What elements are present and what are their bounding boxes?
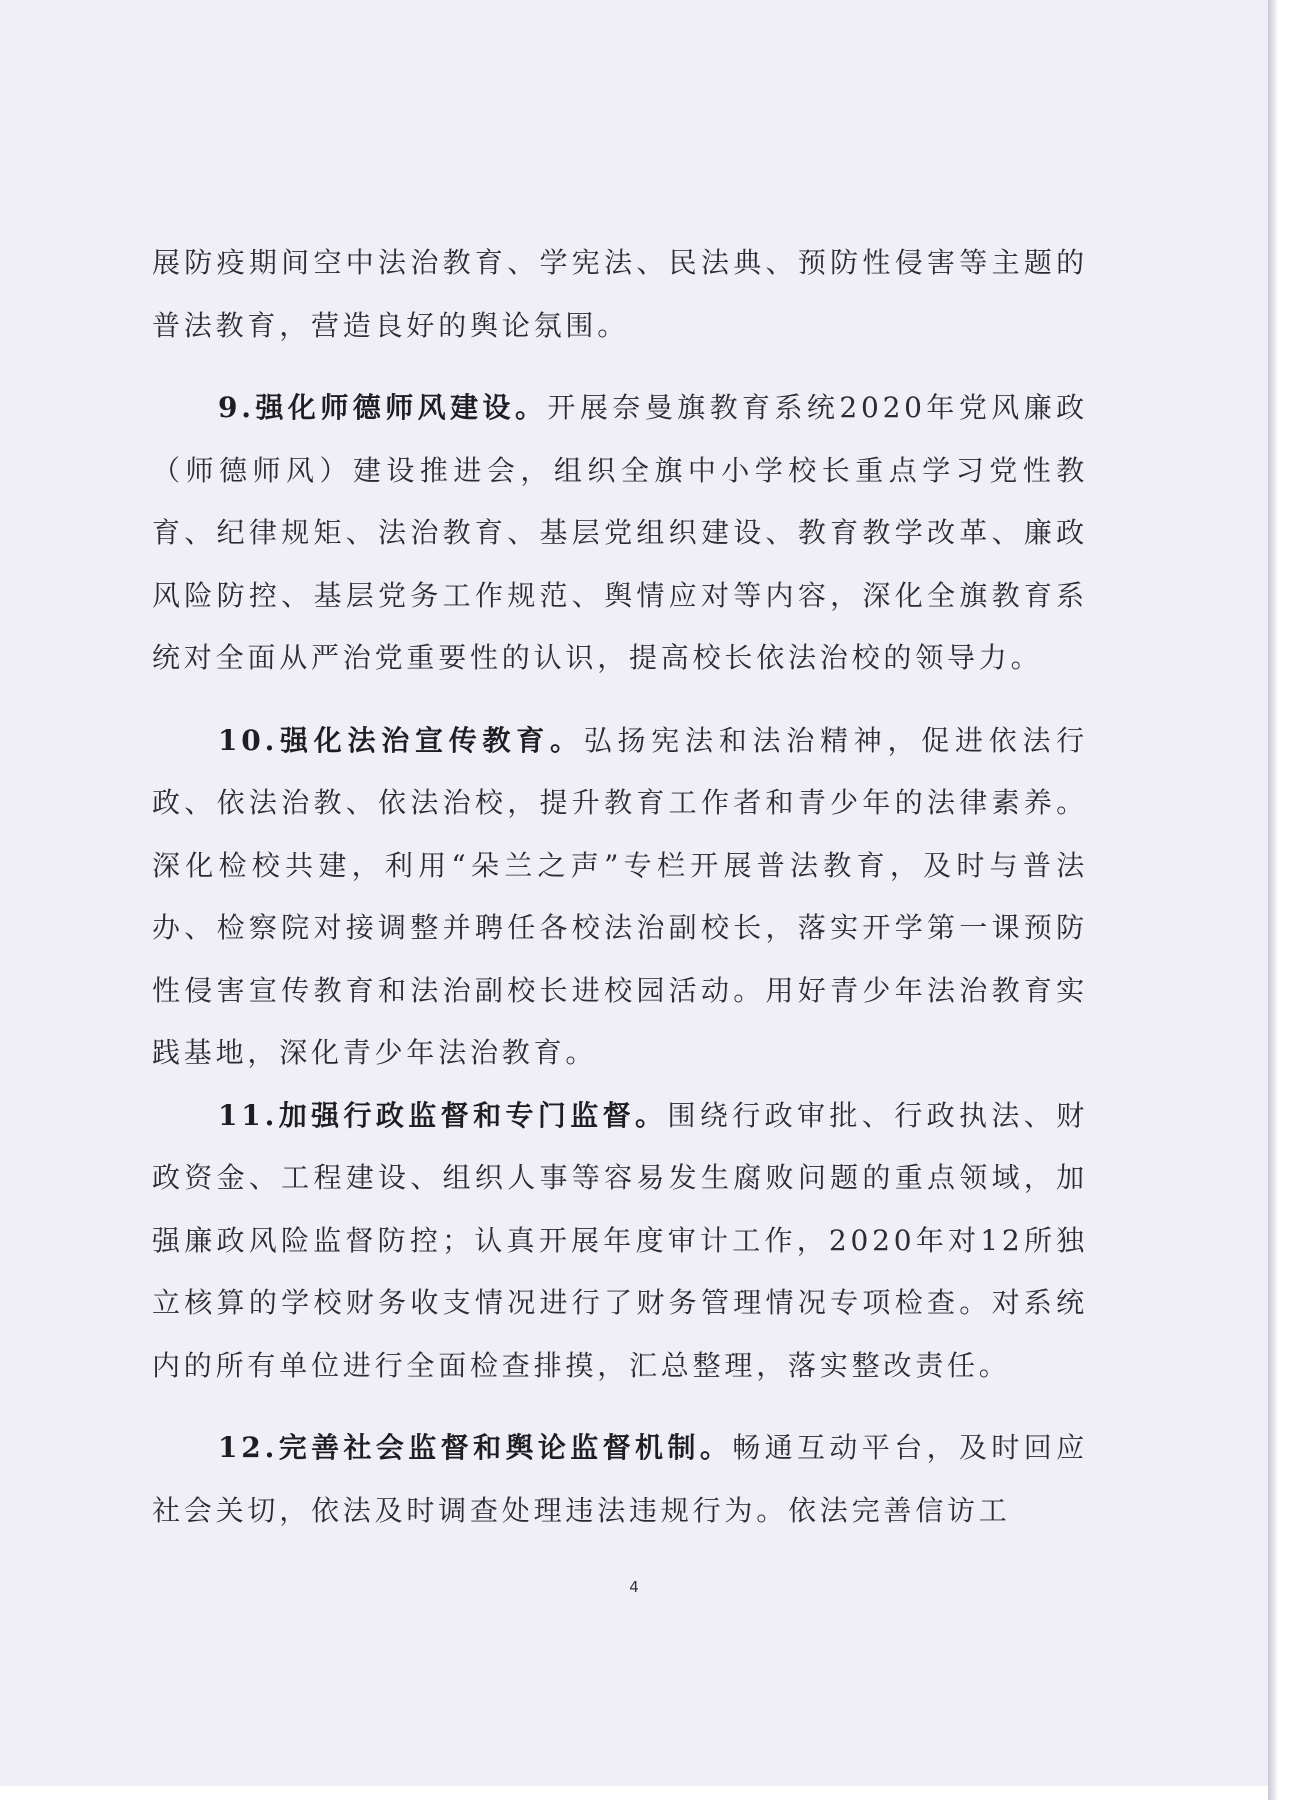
paragraph-text: 开展奈曼旗教育系统2020年党风廉政（师德师风）建设推进会，组织全旗中小学校长重点学习党性教育、纪律规矩、法治教育、基层党组织建设、教育教学改革、廉政风险防控、基层党务工作规范、舆情应对等内容，深化全旗教育系统对全面从严治党重要性的认识，提高校长依法治校的领导力。 — [152, 391, 1088, 674]
scan-edge-right — [1268, 0, 1309, 1800]
paragraph-heading: 9.强化师德师风建设。 — [218, 391, 548, 424]
paragraph-text: 围绕行政审批、行政执法、财政资金、工程建设、组织人事等容易发生腐败问题的重点领域，加强廉政风险监督防控；认真开展年度审计工作，2020年对12所独立核算的学校财务收支情况进行了财务管理情况专项检查。对系统内的所有单位进行全面检查排摸，汇总整理，落实整改责任。 — [152, 1098, 1088, 1382]
paragraph-10 — [152, 710, 1088, 1085]
paragraph-heading: 11.加强行政监督和专门监督。 — [218, 1098, 668, 1132]
paragraph-heading: 10.强化法治宣传教育。 — [218, 723, 584, 757]
paragraph-text: 展防疫期间空中法治教育、学宪法、民法典、预防性侵害等主题的普法教育，营造良好的舆论氛围。 — [152, 246, 1088, 342]
paragraph-continuation — [152, 232, 1088, 357]
document-body — [152, 232, 1088, 1542]
paragraph-11 — [152, 1085, 1088, 1398]
scan-edge-bottom — [0, 1786, 1268, 1800]
paragraph-heading: 12.完善社会监督和舆论监督机制。 — [218, 1431, 733, 1464]
paragraph-9 — [152, 377, 1088, 690]
paragraph-12 — [152, 1417, 1088, 1542]
page-number: 4 — [629, 1578, 639, 1596]
paragraph-text: 弘扬宪法和法治精神，促进依法行政、依法治教、依法治校，提升教育工作者和青少年的法律素养。深化检校共建，利用“朵兰之声”专栏开展普法教育，及时与普法办、检察院对接调整并聘任各校法治副校长，落实开学第一课预防性侵害宣传教育和法治副校长进校园活动。用好青少年法治教育实践基地，深化青少年法治教育。 — [152, 723, 1088, 1069]
paragraph-text: 畅通互动平台，及时回应社会关切，依法及时调查处理违法违规行为。依法完善信访工 — [152, 1431, 1088, 1527]
